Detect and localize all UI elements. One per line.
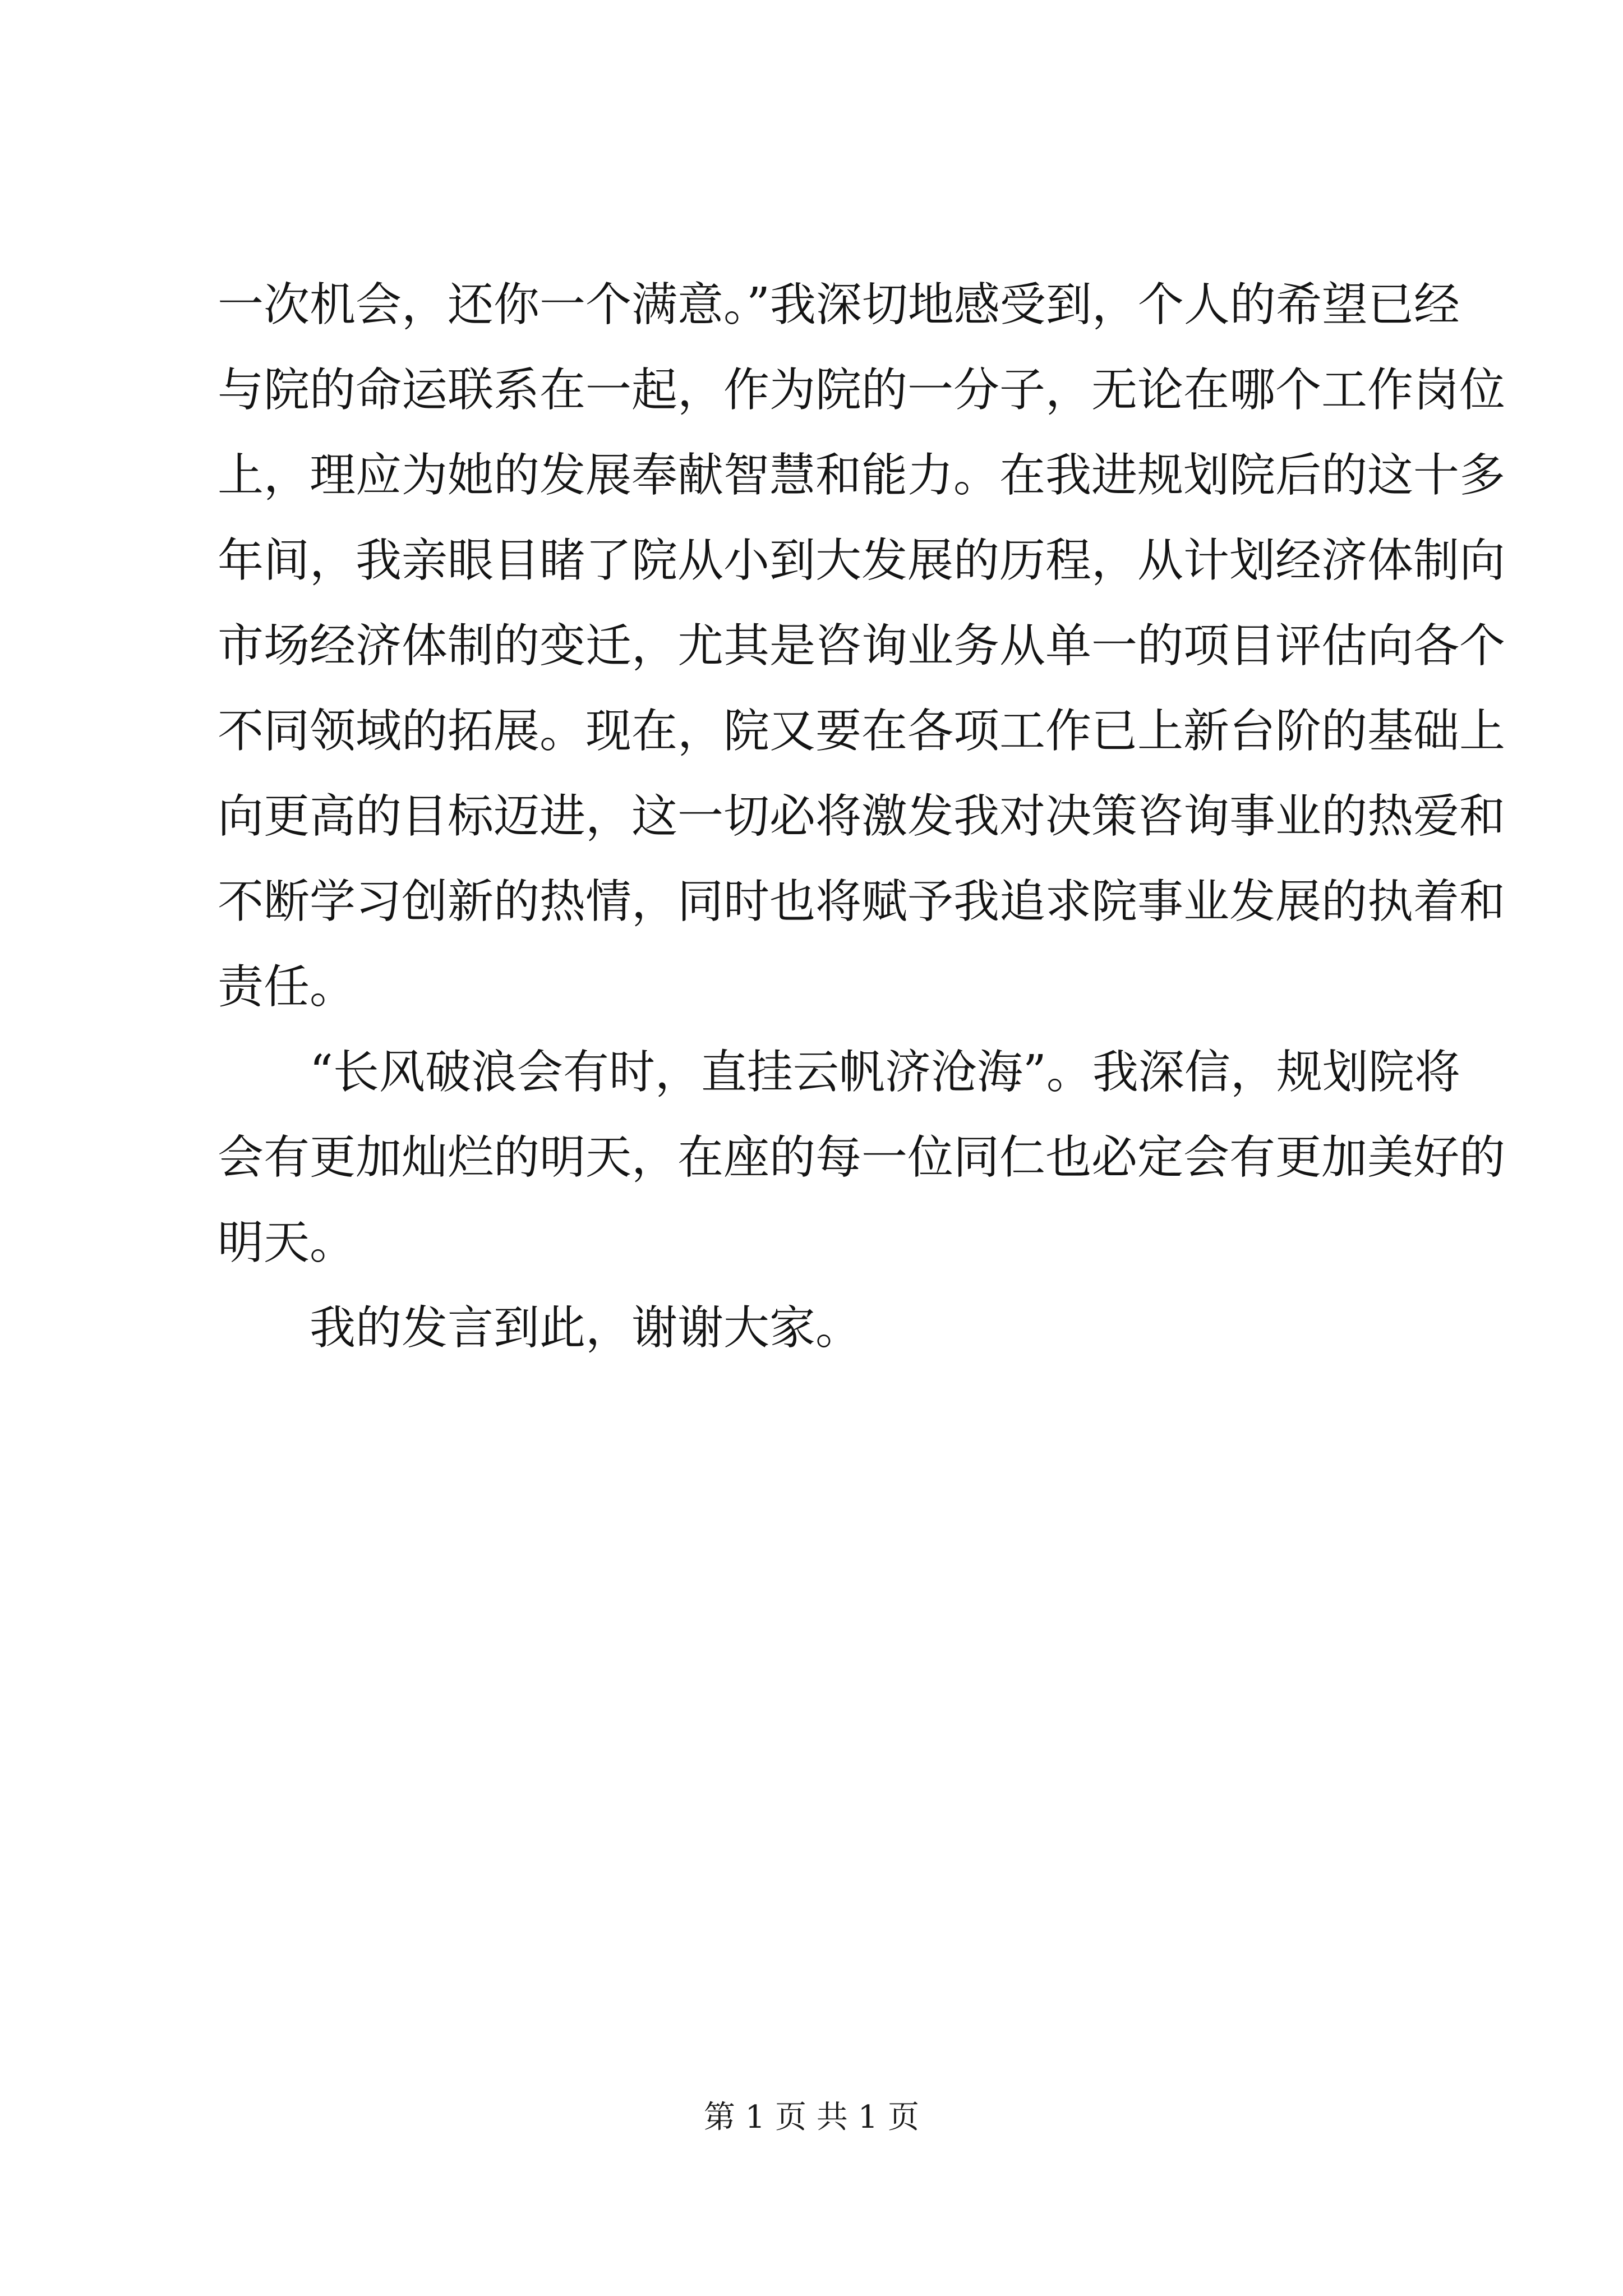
text-line: 市场经济体制的变迁，尤其是咨询业务从单一的项目评估向各个 <box>218 619 1506 673</box>
text-line: 不断学习创新的热情，同时也将赋予我追求院事业发展的执着和 <box>218 875 1506 928</box>
text-line: “长风破浪会有时，直挂云帆济沧海”。我深信，规划院将 <box>310 1046 1460 1099</box>
page-number-label: 第 1 页 共 1 页 <box>703 2099 920 2136</box>
text-line: 上，理应为她的发展奉献智慧和能力。在我进规划院后的这十多 <box>218 449 1506 502</box>
text-line: 一次机会，还你一个满意。”我深切地感受到，个人的希望已经 <box>218 278 1460 332</box>
text-line: 年间，我亲眼目睹了院从小到大发展的历程，从计划经济体制向 <box>218 534 1506 587</box>
document-body <box>218 263 1506 1371</box>
text-line: 责任。 <box>218 960 356 1014</box>
text-line: 会有更加灿烂的明天，在座的每一位同仁也必定会有更加美好的 <box>218 1131 1506 1184</box>
text-line: 不同领域的拓展。现在，院又要在各项工作已上新台阶的基础上 <box>218 705 1506 758</box>
text-line: 明天。 <box>218 1216 356 1269</box>
paragraph-1 <box>218 263 1506 1030</box>
text-line: 与院的命运联系在一起，作为院的一分子，无论在哪个工作岗位 <box>218 364 1506 417</box>
paragraph-2 <box>218 1030 1506 1286</box>
text-line: 向更高的目标迈进，这一切必将激发我对决策咨询事业的热爱和 <box>218 790 1506 843</box>
page-footer <box>0 2098 1623 2137</box>
text-line: 我的发言到此，谢谢大家。 <box>310 1301 862 1355</box>
paragraph-3 <box>218 1286 1429 1371</box>
